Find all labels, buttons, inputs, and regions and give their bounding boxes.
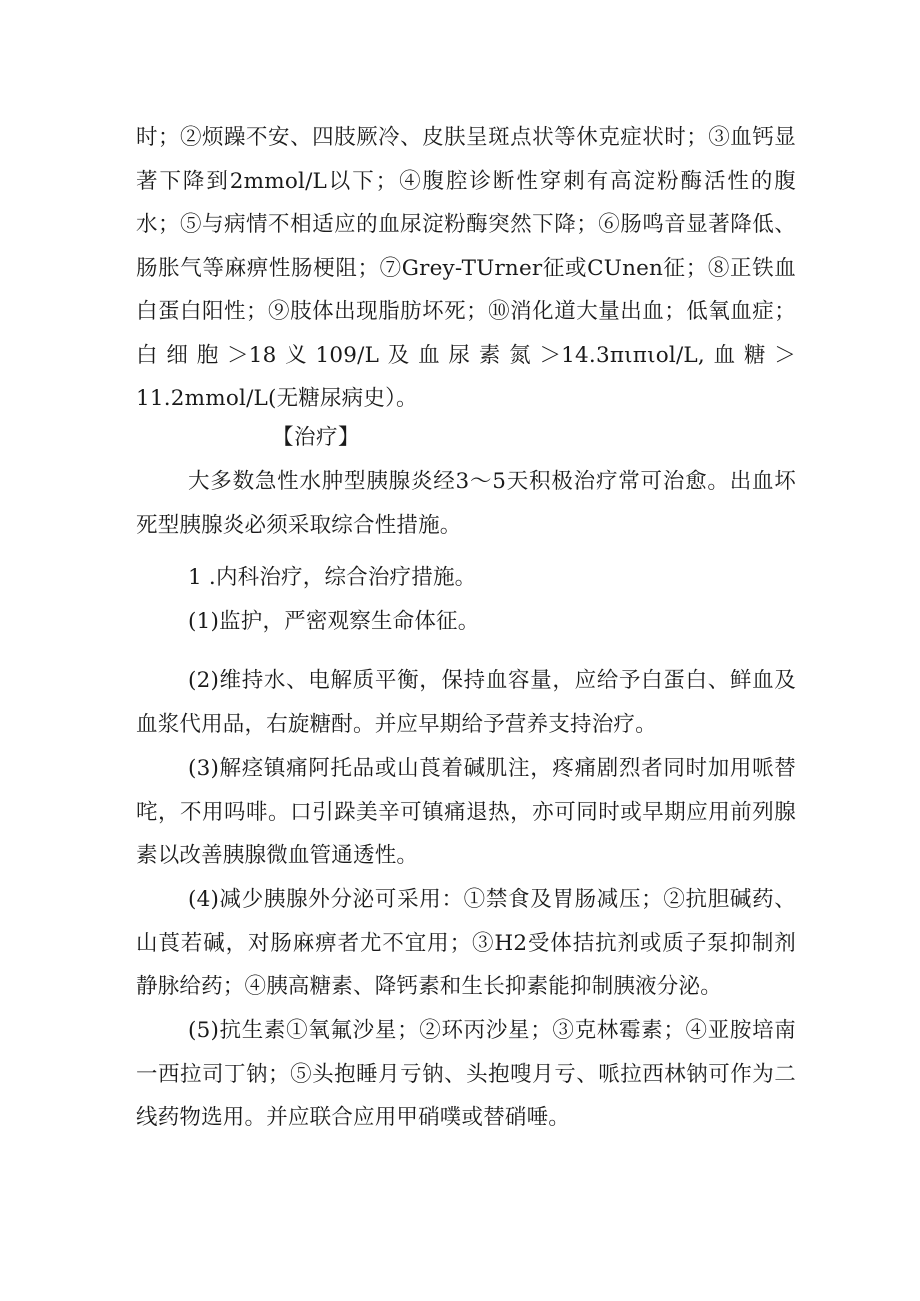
section-heading-treatment: 【治疗】 <box>272 425 361 450</box>
paragraph-continuation: 时；②烦躁不安、四肢厥冷、皮肤呈斑点状等休克症状时；③血钙显著下降到2mmol/L以下；④腹腔诊断性穿刺有高淀粉酶活性的腹水；⑤与病情不相适应的血尿淀粉酶突然下降；⑥肠鸣音显著降低、肠胀气等麻痹性肠梗阻；⑦Grey-TUrner征或CUnen征；⑧正铁血白蛋白阳性；⑨肢体出现脂肪坏死；⑩消化道大量出血；低氧血症；白细胞＞18义109/L及血尿素氮＞14.3πιπιol/L,血糖＞11.2mmol/L(无糖尿病史）。 <box>136 125 796 411</box>
paragraph-sub-3: (3)解痉镇痛阿托品或山莨着碱肌注，疼痛剧烈者同时加用哌替咤，不用吗啡。口引跺美辛可镇痛退热，亦可同时或早期应用前列腺素以改善胰腺微血管通透性。 <box>136 756 796 868</box>
paragraph-sub-5: (5)抗生素①氧氟沙星；②环丙沙星；③克林霉素；④亚胺培南一西拉司丁钠；⑤头抱睡月亏钠、头抱嗖月亏、哌拉西林钠可作为二线药物选用。并应联合应用甲硝噗或替硝唾。 <box>136 1018 796 1130</box>
paragraph-sub-1: (1)监护，严密观察生命体征。 <box>188 609 480 634</box>
paragraph-sub-2: (2)维持水、电解质平衡，保持血容量，应给予白蛋白、鲜血及血浆代用品，右旋糖酎。并应早期给予营养支持治疗。 <box>136 668 796 737</box>
paragraph-sub-4: (4)减少胰腺外分泌可采用：①禁食及胃肠减压；②抗胆碱药、山莨若碱，对肠麻痹者尤不宜用；③H2受体拮抗剂或质子泵抑制剂静脉给药；④胰高糖素、降钙素和生长抑素能抑制胰液分泌。 <box>136 887 796 999</box>
paragraph-item-1: 1 .内科治疗，综合治疗措施。 <box>188 565 477 590</box>
paragraph-intro: 大多数急性水肿型胰腺炎经3～5天积极治疗常可治愈。出血坏死型胰腺炎必须采取综合性措施。 <box>136 469 796 538</box>
